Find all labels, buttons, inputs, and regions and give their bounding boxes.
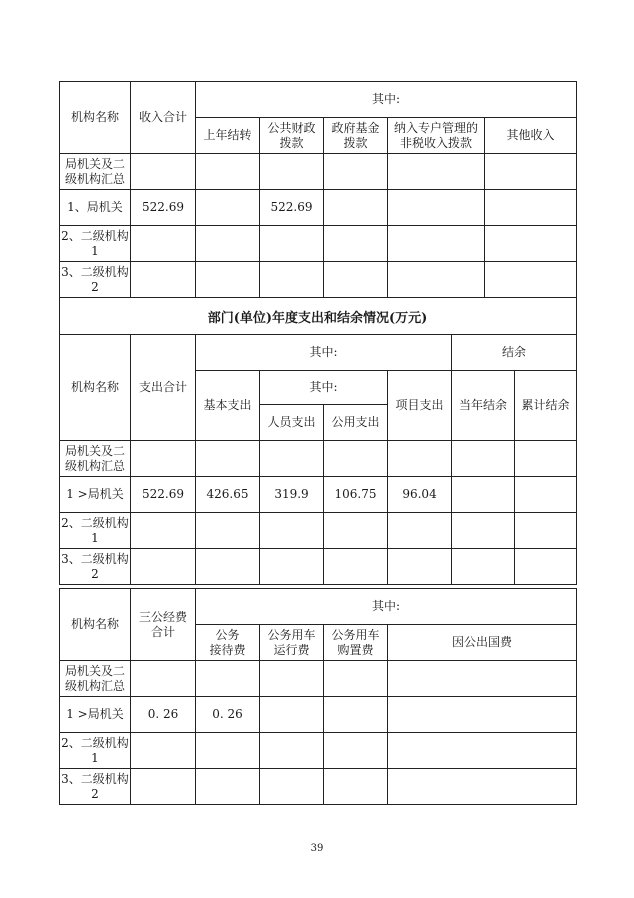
org-name-cell: 局机关及二 级机构汇总 [60,154,131,190]
table-cell [324,697,388,733]
table-row [60,769,577,805]
reception-fee-header: 公务 接待费 [196,625,260,661]
table-cell: 522.69 [260,190,324,226]
table-cell [324,661,388,697]
org-name-cell: 3、二级机构2 [60,549,131,585]
table-cell: 319.9 [260,477,324,513]
org-name-cell: 2、二级机构1 [60,226,131,262]
table-cell [388,154,485,190]
org-name-cell: 局机关及二 级机构汇总 [60,441,131,477]
table-cell [196,549,260,585]
table-cell [515,441,577,477]
table-cell [196,154,260,190]
table-cell [196,661,260,697]
expense-among-header: 其中: [196,335,452,371]
table-cell: 0. 26 [131,697,196,733]
sangong-org-header: 机构名称 [60,589,131,661]
expense-section-title: 部门(单位)年度支出和结余情况(万元) [207,311,428,326]
table-cell [260,733,324,769]
table-cell [131,226,196,262]
income-col-header: 其他收入 [485,118,577,154]
table-cell [196,513,260,549]
table-cell [324,769,388,805]
sangong-among-header: 其中: [196,589,577,625]
table-cell [324,262,388,298]
table-cell [260,154,324,190]
table-cell [131,661,196,697]
table-cell [260,262,324,298]
table-cell [324,441,388,477]
table-row [60,190,577,226]
table-row [60,697,577,733]
car-run-fee-header: 公务用车 运行费 [260,625,324,661]
table-cell [260,549,324,585]
income-org-header: 机构名称 [60,82,131,154]
table-row [60,661,577,697]
table-cell [131,262,196,298]
income-among-header: 其中: [196,82,577,118]
table-cell [131,549,196,585]
income-col-header: 上年结转 [196,118,260,154]
table-cell [131,769,196,805]
table-row [60,226,577,262]
table-row [60,477,577,513]
income-col-header: 政府基金 拨款 [324,118,388,154]
table-cell [452,477,515,513]
org-name-cell: 2、二级机构1 [60,733,131,769]
table-cell: 426.65 [196,477,260,513]
sangong-table [59,588,577,805]
table-cell [388,733,577,769]
table-cell: 522.69 [131,477,196,513]
table-cell [260,661,324,697]
table-cell [131,441,196,477]
personnel-expense-header: 人员支出 [260,405,324,441]
table-cell [260,769,324,805]
table-cell: 106.75 [324,477,388,513]
table-cell [324,154,388,190]
table-cell [260,513,324,549]
project-expense-header: 项目支出 [388,371,452,441]
income-col-header: 公共财政 拨款 [260,118,324,154]
basic-expense-header: 基本支出 [196,371,260,441]
table-cell [452,549,515,585]
car-buy-fee-header: 公务用车 购置费 [324,625,388,661]
table-cell [388,697,577,733]
org-name-cell: 3、二级机构2 [60,262,131,298]
table-cell [196,226,260,262]
table-cell: 96.04 [388,477,452,513]
table-cell [131,154,196,190]
table-cell [260,441,324,477]
org-name-cell: 局机关及二 级机构汇总 [60,661,131,697]
income-col-header: 纳入专户管理的 非税收入拨款 [388,118,485,154]
expense-table [59,334,577,585]
table-cell [260,697,324,733]
sangong-total-header: 三公经费 合计 [131,589,196,661]
table-cell [388,661,577,697]
table-cell [196,441,260,477]
table-cell [515,477,577,513]
table-cell [196,262,260,298]
table-cell [452,513,515,549]
org-name-cell: 2、二级机构1 [60,513,131,549]
cumulative-balance-header: 累计结余 [515,371,577,441]
table-cell [388,262,485,298]
table-cell [388,190,485,226]
table-cell [131,513,196,549]
org-name-cell: 3、二级机构2 [60,769,131,805]
table-cell [131,733,196,769]
table-cell [196,190,260,226]
table-cell [388,549,452,585]
table-cell [324,733,388,769]
org-name-cell: 1、局机关 [60,190,131,226]
table-cell [324,513,388,549]
table-cell [196,733,260,769]
table-cell [324,190,388,226]
table-cell: 522.69 [131,190,196,226]
table-row [60,154,577,190]
table-row [60,733,577,769]
public-expense-header: 公用支出 [324,405,388,441]
table-cell [515,549,577,585]
year-balance-header: 当年结余 [452,371,515,441]
table-cell [388,513,452,549]
page-number: 39 [310,843,324,854]
income-total-header: 收入合计 [131,82,196,154]
table-cell [485,154,577,190]
table-cell: 0. 26 [196,697,260,733]
balance-header: 结余 [452,335,577,371]
abroad-fee-header: 因公出国费 [388,625,577,661]
org-name-cell: 1 >局机关 [60,477,131,513]
table-cell [485,226,577,262]
table-cell [515,513,577,549]
table-cell [388,441,452,477]
table-cell [388,226,485,262]
table-cell [324,226,388,262]
table-row [60,262,577,298]
expense-among2-header: 其中: [260,371,388,405]
table-cell [452,441,515,477]
org-name-cell: 1 >局机关 [60,697,131,733]
table-row [60,549,577,585]
table-cell [196,769,260,805]
income-table [59,81,577,298]
table-row [60,441,577,477]
table-cell [324,549,388,585]
table-row [60,513,577,549]
expense-total-header: 支出合计 [131,335,196,441]
table-cell [388,769,577,805]
expense-org-header: 机构名称 [60,335,131,441]
table-cell [485,190,577,226]
table-cell [485,262,577,298]
table-cell [260,226,324,262]
